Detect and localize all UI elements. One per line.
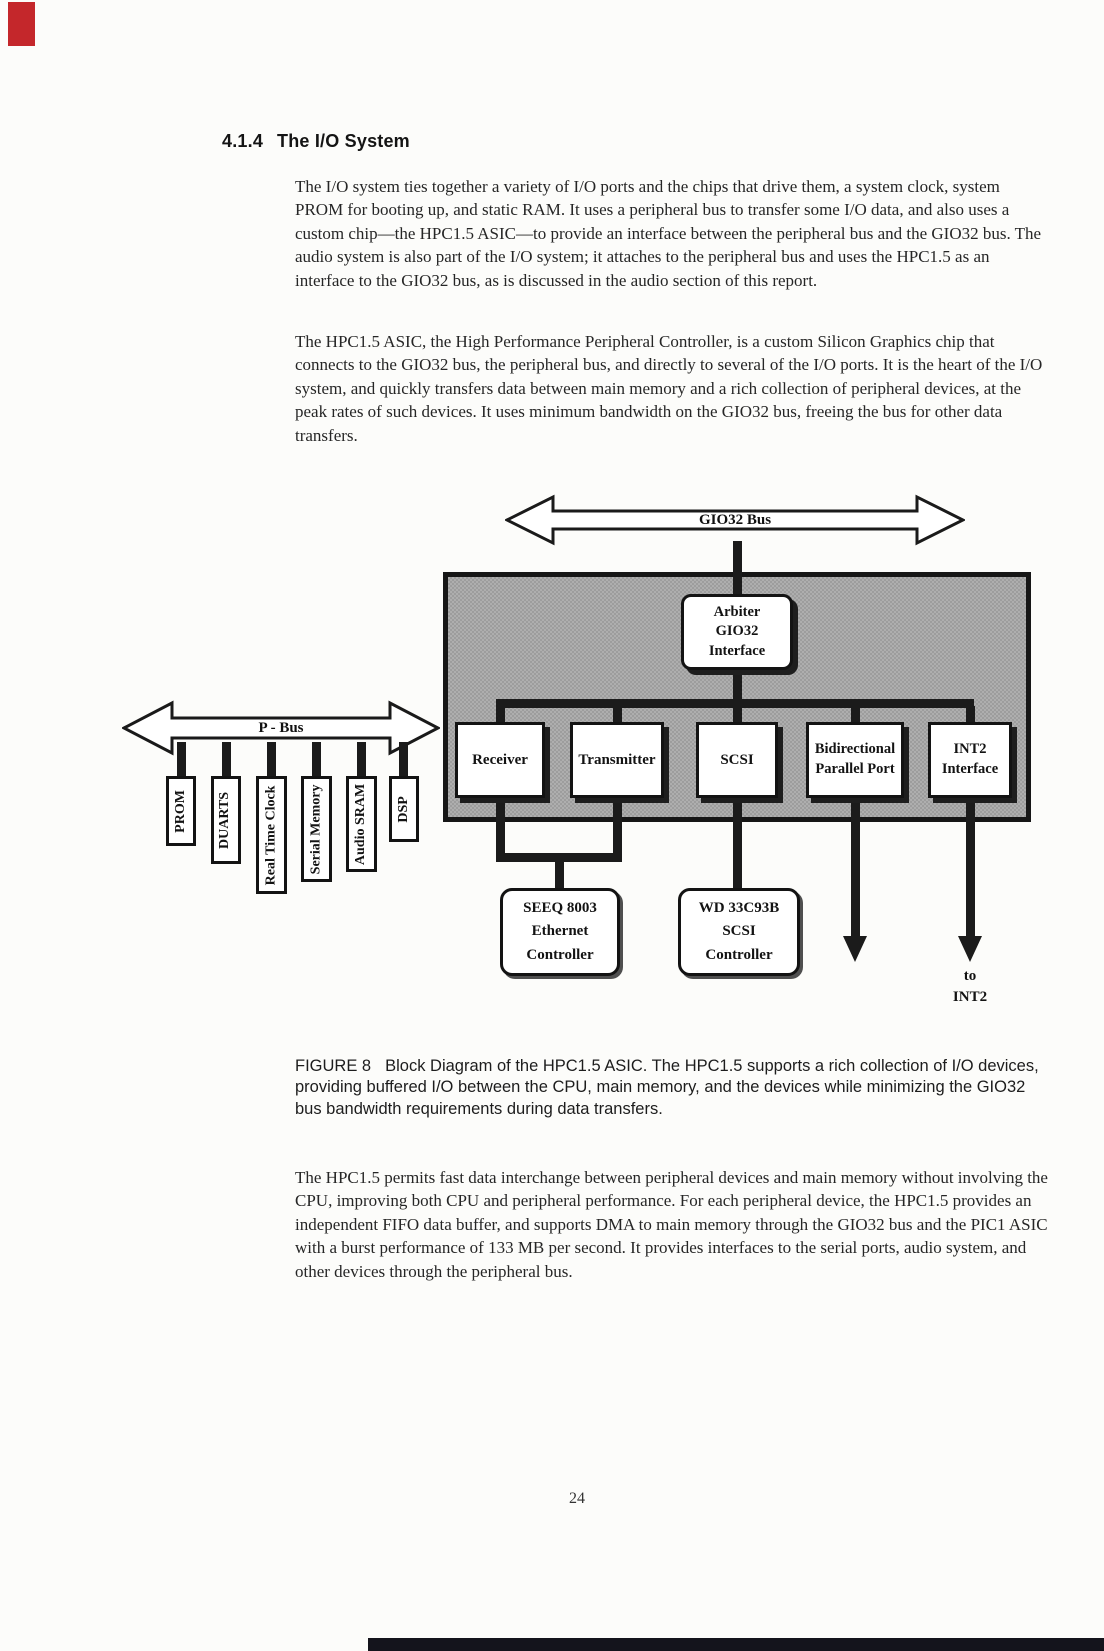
gio32-bus-arrow (505, 494, 965, 546)
body-paragraph-2: The HPC1.5 ASIC, the High Performance Peripheral Controller, is a custom Silicon Graphics chip that connects to the GIO32 bus, the peripheral bus, and directly to several of the I/O ports. It is the heart of the I/O system, and quickly transfers data between main memory and a rich collection of peripheral devices, at the peak rates of such devices. It uses minimum bandwidth on the GIO32 bus, freeing the bus for other data transfers. (295, 332, 1043, 445)
p-bus-label: P - Bus (258, 719, 304, 736)
stub-audio-sram (357, 742, 366, 778)
to-int2-line-1: to (963, 968, 977, 984)
gio32-bus-label: GIO32 Bus (698, 511, 772, 528)
wd-line-2: SCSI (722, 923, 756, 940)
wd-line-3: Controller (705, 946, 773, 963)
section-number: 4.1.4 (222, 131, 264, 151)
body-paragraph-3: The HPC1.5 permits fast data interchange between peripheral devices and main memory without involving the CPU, improving both CPU and peripheral performance. For each peripheral device, the HPC1.5 provides an independent FIFO data buffer, and supports DMA to main memory through the GIO32 bus and the PIC1 ASIC with a burst performance of 133 MB per second. It provides interfaces to the serial ports, audio system, and other devices through the peripheral bus. (295, 1168, 1048, 1281)
arbiter-line-2: GIO32 (715, 623, 759, 640)
stub-serial-memory (312, 742, 321, 778)
int2-arrow-shaft (966, 796, 975, 938)
arrow-down-icon (958, 936, 982, 962)
figure-caption-label: FIGURE 8 (295, 1057, 372, 1075)
figure-caption (295, 1056, 1050, 1120)
figure-caption-text: Block Diagram of the HPC1.5 ASIC. The HPC1.5 supports a rich collection of I/O devices, providing buffered I/O between the CPU, main memory, and the devices while minimizing the GIO32 bus bandwidth requirements during data transfers. (295, 1057, 1039, 1118)
stub-prom (177, 742, 186, 778)
dsp-label: DSP (395, 795, 411, 823)
arrow-down-icon (843, 936, 867, 962)
seeq-line-1: SEEQ 8003 (523, 900, 597, 917)
real-time-clock-label: Real Time Clock (263, 785, 279, 885)
bidirectional-parallel-port-box: Bidirectional Parallel Port (806, 722, 904, 798)
transmitter-box: Transmitter (570, 722, 664, 798)
scan-mark-red (8, 2, 35, 46)
duarts-box (211, 776, 241, 864)
seeq-ethernet-controller-box (500, 888, 620, 976)
arbiter-line-3: Interface (708, 642, 766, 659)
to-int2-line-2: INT2 (952, 989, 988, 1005)
arbiter-gio32-interface-box (681, 594, 793, 670)
seeq-line-3: Controller (526, 946, 594, 963)
footer-scan-bar (368, 1638, 1104, 1651)
connector-to-seeq (555, 858, 564, 890)
body-paragraph-1: The I/O system ties together a variety of I/O ports and the chips that drive them, a system clock, system PROM for booting up, and static RAM. It uses a peripheral bus to transfer some I/O data, and also uses a custom chip—the HPC1.5 ASIC—to provide an interface between the peripheral bus and the GIO32 bus. The audio system is also part of the I/O system; it attaches to the peripheral bus and uses the HPC1.5 as an interface to the GIO32 bus, as is discussed in the audio section of this report. (295, 177, 1042, 290)
section-heading (222, 131, 410, 152)
wd-line-1: WD 33C93B (698, 900, 780, 917)
stub-rtc (267, 742, 276, 778)
prom-box (166, 776, 196, 846)
duarts-label: DUARTS (217, 791, 233, 849)
dsp-box (389, 776, 419, 842)
audio-sram-label: Audio SRAM (353, 783, 369, 865)
stub-dsp (399, 742, 408, 778)
audio-sram-box (346, 776, 377, 872)
prom-label: PROM (172, 789, 188, 833)
wd-scsi-controller-box (678, 888, 800, 976)
arbiter-line-1: Arbiter (713, 603, 761, 620)
receiver-box: Receiver (455, 722, 545, 798)
scsi-box: SCSI (696, 722, 778, 798)
serial-memory-label: Serial Memory (308, 784, 324, 874)
int2-interface-box: INT2 Interface (928, 722, 1012, 798)
serial-memory-box (301, 776, 332, 882)
p-bus-arrow (122, 700, 440, 756)
section-title: The I/O System (277, 131, 410, 151)
seeq-line-2: Ethernet (531, 923, 589, 940)
connector-scsi-to-wd (733, 796, 742, 890)
connector-gio32-arbiter (733, 541, 742, 601)
real-time-clock-box (256, 776, 287, 894)
to-int2-label (935, 966, 1005, 1008)
page-number: 24 (569, 1490, 585, 1507)
stub-duarts (222, 742, 231, 778)
parallel-port-arrow-shaft (851, 796, 860, 938)
